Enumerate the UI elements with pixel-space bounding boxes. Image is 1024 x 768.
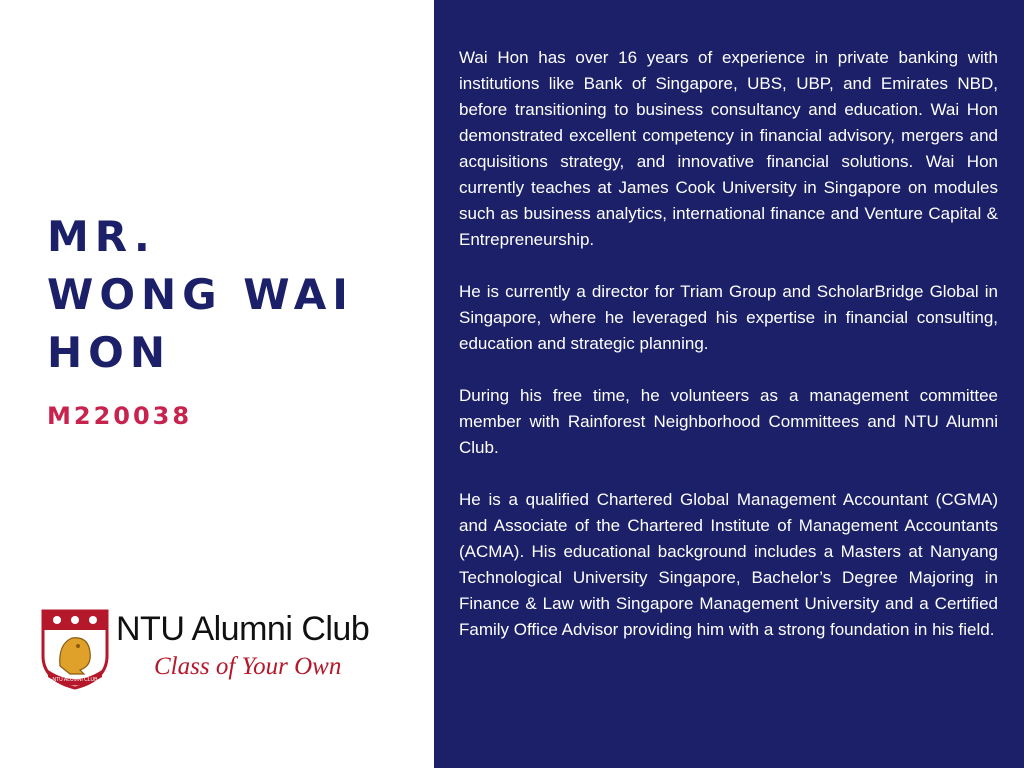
biography	[459, 45, 998, 669]
left-panel	[0, 0, 434, 768]
name-line-3: HON	[47, 328, 172, 377]
profile-name	[47, 208, 407, 382]
bio-paragraph-2: He is currently a director for Triam Group and ScholarBridge Global in Singapore, where he leveraged his expertise in financial consulting, education and strategic planning.	[459, 282, 998, 353]
bio-paragraph-4: He is a qualified Chartered Global Management Accountant (CGMA) and Associate of the Chartered Institute of Management Accountants (ACMA). His educational background includes a Masters at Nanyang Technological University Singapore, Bachelor’s Degree Majoring in Finance & Law with Singapore Management University and a Certified Family Office Advisor providing him with a strong foundation in his field.	[459, 490, 998, 639]
name-line-1: MR.	[47, 212, 156, 261]
crest-icon	[40, 608, 110, 690]
name-line-2: WONG WAI	[47, 270, 354, 319]
club-tagline: Class of Your Own	[154, 653, 342, 680]
member-id: M220038	[47, 402, 193, 430]
crest-text: NTU ALUMNI CLUB	[52, 677, 98, 683]
bio-paragraph-3: During his free time, he volunteers as a management committee member with Rainforest Neighborhood Committees and NTU Alumni Club.	[459, 386, 998, 457]
club-name: NTU Alumni Club	[116, 610, 370, 648]
ntu-alumni-club-logo	[40, 608, 400, 692]
bio-paragraph-1: Wai Hon has over 16 years of experience in private banking with institutions like Bank of Singapore, UBS, UBP, and Emirates NBD, before transitioning to business consultancy and education. Wai Hon demonstrated excellent competency in financial advisory, mergers and acquisitions strategy, and innovative financial solutions. Wai Hon currently teaches at James Cook University in Singapore on modules such as business analytics, international finance and Venture Capital & Entrepreneurship.	[459, 48, 998, 249]
